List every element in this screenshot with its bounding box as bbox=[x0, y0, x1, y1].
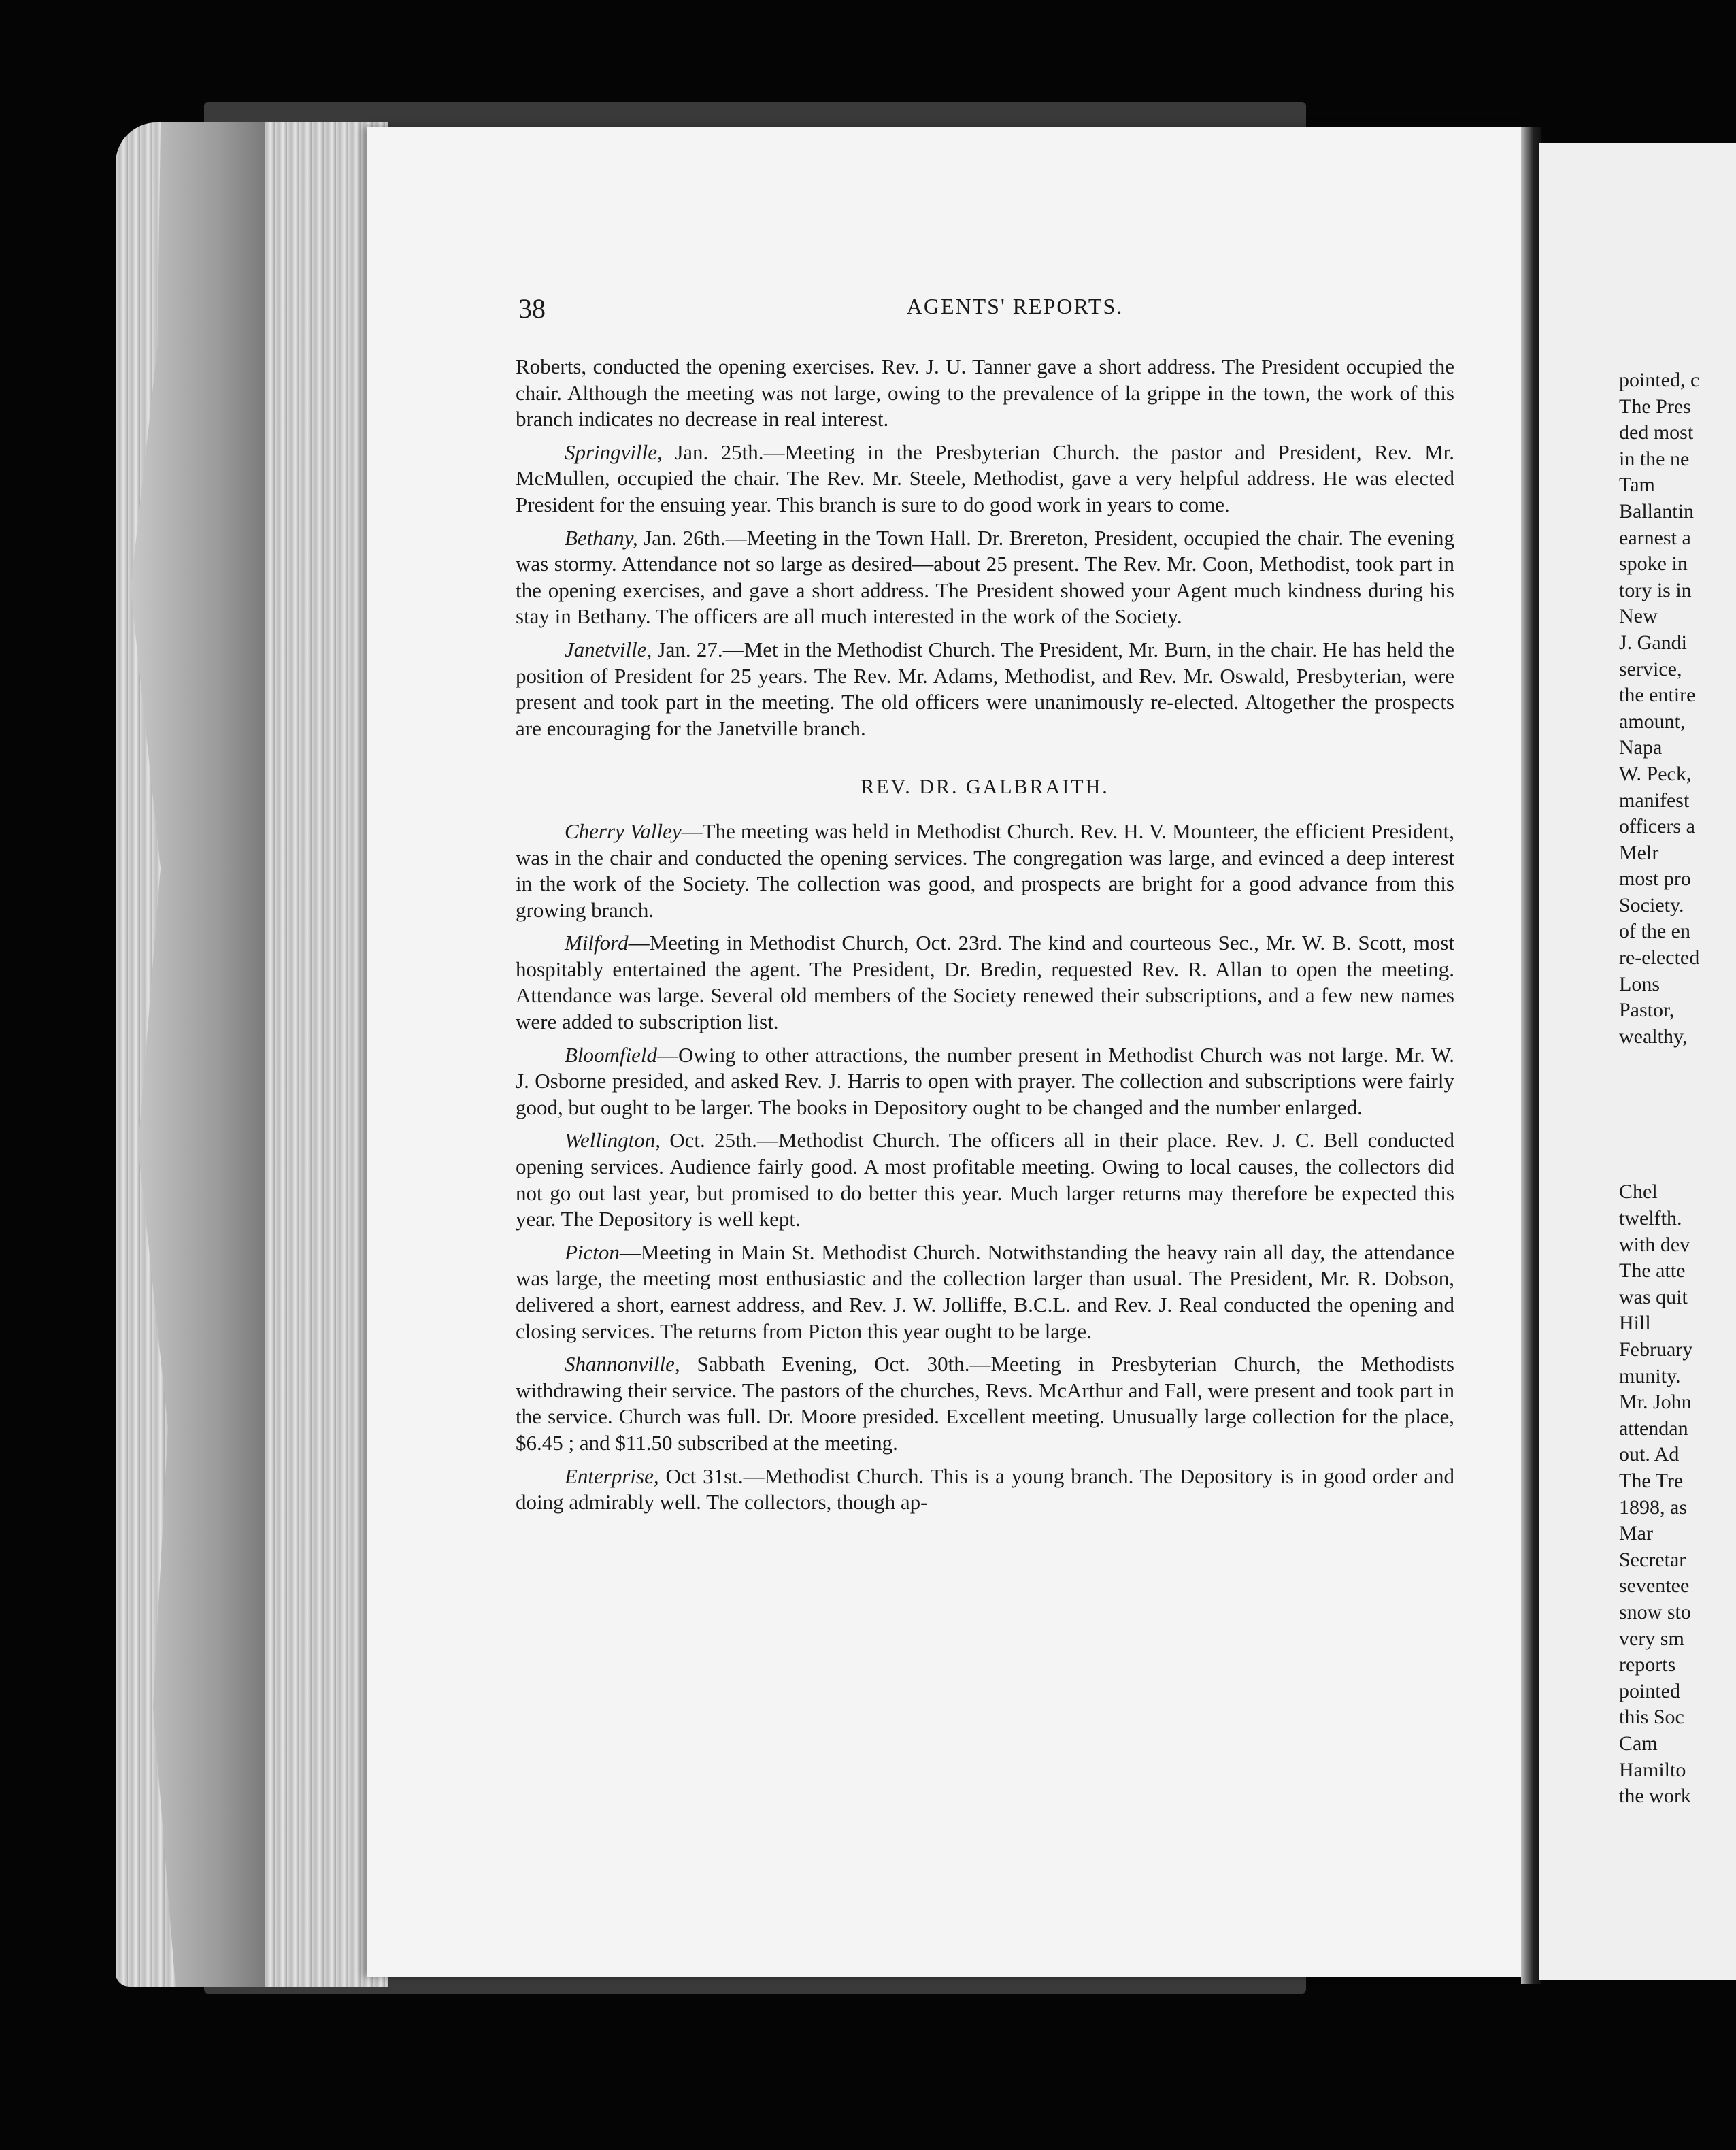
facing-text-fragment: snow sto bbox=[1619, 1600, 1691, 1623]
facing-text-fragment: twelfth. bbox=[1619, 1207, 1682, 1230]
facing-text-fragment: New bbox=[1619, 605, 1658, 628]
facing-text-fragment: Hamilto bbox=[1619, 1758, 1686, 1781]
facing-text-fragment: Ballantin bbox=[1619, 499, 1694, 523]
entry-place: Picton bbox=[565, 1240, 620, 1264]
facing-text-fragment: pointed, c bbox=[1619, 369, 1700, 391]
entry-place: Shannonville, bbox=[565, 1352, 680, 1376]
facing-text-fragment: seventee bbox=[1619, 1574, 1690, 1598]
entry-place: Cherry Valley bbox=[565, 818, 682, 843]
section-heading: REV. DR. GALBRAITH. bbox=[861, 776, 1109, 799]
facing-text-fragment: was quit bbox=[1619, 1285, 1688, 1308]
facing-text-fragment: pointed bbox=[1619, 1679, 1680, 1702]
facing-text-fragment: The Pres bbox=[1619, 395, 1691, 418]
entry-text: Oct 31st.—Methodist Church. This is a young branch. The Depository is in good order and doing admirably well. The collectors, though ap- bbox=[516, 1463, 1454, 1515]
report-entry bbox=[516, 1042, 1454, 1121]
facing-text-fragment: Chel bbox=[1619, 1180, 1658, 1204]
report-entry bbox=[516, 1240, 1454, 1344]
facing-text-fragment: munity. bbox=[1619, 1364, 1681, 1387]
facing-text-fragment: Melr bbox=[1619, 841, 1659, 864]
facing-text-fragment: Tam bbox=[1619, 474, 1655, 497]
entry-text: Jan. 25th.—Meeting in the Presbyterian Church. the pastor and President, Rev. Mr. McMullen, occupied the chair. The Rev. Mr. Steele, Methodist, gave a very helpful address. He was elected President for the ensuing year. This branch is sure to do good work in years to come. bbox=[516, 440, 1454, 516]
facing-gap bbox=[1619, 1050, 1736, 1179]
report-entry bbox=[516, 1127, 1454, 1232]
intro-paragraph: Roberts, conducted the opening exercises. Rev. J. U. Tanner gave a short address. The President occupied the chair. Although the meeting was not large, owing to the prevalence of la grippe in the town, the work of this branch indicates no decrease in real interest. bbox=[516, 354, 1454, 431]
facing-text-fragment: reports bbox=[1619, 1653, 1676, 1676]
report-entry bbox=[516, 637, 1454, 742]
facing-text-fragment: 1898, as bbox=[1619, 1495, 1687, 1519]
facing-text-fragment: Napa bbox=[1619, 736, 1663, 759]
report-entry bbox=[516, 525, 1454, 630]
facing-text-fragment: wealthy, bbox=[1619, 1025, 1688, 1048]
entry-text: Oct. 25th.—Methodist Church. The officers all in their place. Rev. J. C. Bell conducted opening services. Audience fairly good. A most profitable meeting. Owing to local causes, the collectors did not go out last year, but promised to do better this year. Much larger returns may therefore be expected this year. The Depository is well kept. bbox=[516, 1128, 1454, 1231]
facing-text-fragment: Society. bbox=[1619, 893, 1684, 916]
entry-text: —Meeting in Methodist Church, Oct. 23rd. The kind and courteous Sec., Mr. W. B. Scott, most hospitably entertained the agent. The President, Dr. Bredin, requested Rev. R. Allan to open the meeting. Attendance was large. Several old members of the Society renewed their subscriptions, and a few new names were added to subscription list. bbox=[516, 931, 1454, 1034]
page-number: 38 bbox=[518, 293, 546, 324]
facing-text-fragment: earnest a bbox=[1619, 526, 1691, 549]
facing-text-fragment: tory is in bbox=[1619, 578, 1692, 601]
facing-page-text bbox=[1619, 367, 1736, 1810]
facing-text-fragment: The Tre bbox=[1619, 1469, 1684, 1492]
facing-text-fragment: of the en bbox=[1619, 920, 1690, 943]
facing-text-fragment: amount, bbox=[1619, 710, 1686, 733]
facing-text-fragment: Pastor, bbox=[1619, 999, 1675, 1022]
facing-text-fragment: the entire bbox=[1619, 684, 1696, 707]
entry-text: Sabbath Evening, Oct. 30th.—Meeting in Presbyterian Church, the Methodists withdrawing their service. The pastors of the churches, Revs. McArthur and Fall, were present and took part in the service. Church was full. Dr. Moore presided. Excellent meeting. Unusually large collection for the place, $6.45 ; and $11.50 subscribed at the meeting. bbox=[516, 1352, 1454, 1455]
facing-text-fragment: Lons bbox=[1619, 972, 1660, 995]
facing-fragments-top bbox=[1619, 367, 1736, 1050]
facing-text-fragment: out. Ad bbox=[1619, 1443, 1680, 1466]
facing-text-fragment: the work bbox=[1619, 1785, 1691, 1808]
page-header bbox=[518, 293, 1457, 333]
facing-text-fragment: Hill bbox=[1619, 1312, 1651, 1335]
entry-place: Milford bbox=[565, 931, 629, 955]
facing-text-fragment: this Soc bbox=[1619, 1706, 1684, 1729]
facing-text-fragment: manifest bbox=[1619, 789, 1690, 812]
facing-text-fragment: re-elected bbox=[1619, 946, 1700, 970]
report-entry bbox=[516, 1463, 1454, 1516]
facing-text-fragment: W. Peck, bbox=[1619, 762, 1692, 785]
facing-text-fragment: officers a bbox=[1619, 815, 1695, 838]
facing-text-fragment: The atte bbox=[1619, 1259, 1686, 1283]
facing-fragments-bottom bbox=[1619, 1179, 1736, 1809]
facing-text-fragment: J. Gandi bbox=[1619, 631, 1687, 654]
entry-text: —The meeting was held in Methodist Church. Rev. H. V. Mounteer, the efficient President, was in the chair and conducted the opening services. The congregation was large, and evinced a deep interest in the work of the Society. The collection was good, and prospects are bright for a good advance from this growing branch. bbox=[516, 818, 1454, 922]
facing-text-fragment: most pro bbox=[1619, 867, 1691, 891]
entry-text: —Meeting in Main St. Methodist Church. Notwithstanding the heavy rain all day, the attendance was large, the meeting most enthusiastic and the collection larger than usual. The President, Mr. R. Dobson, delivered a short, earnest address, and Rev. J. W. Jolliffe, B.C.L. and Rev. J. Real conducted the opening and closing services. The returns from Picton this year ought to be large. bbox=[516, 1240, 1454, 1343]
running-head: AGENTS' REPORTS. bbox=[906, 294, 1124, 318]
report-entry bbox=[516, 1351, 1454, 1456]
entry-place: Enterprise, bbox=[565, 1463, 659, 1488]
entry-place: Janetville, bbox=[565, 637, 652, 661]
facing-text-fragment: spoke in bbox=[1619, 552, 1688, 576]
entry-text: Jan. 27.—Met in the Methodist Church. The President, Mr. Burn, in the chair. He has held the position of President for 25 years. The Rev. Mr. Adams, Methodist, and Rev. Mr. Oswald, Presbyterian, were present and took part in the meeting. The old officers were unanimously re-elected. Altogether the prospects are encouraging for the Janetville branch. bbox=[516, 637, 1454, 740]
facing-text-fragment: Mar bbox=[1619, 1522, 1653, 1545]
facing-text-fragment: with dev bbox=[1619, 1233, 1690, 1256]
facing-text-fragment: attendan bbox=[1619, 1417, 1688, 1440]
facing-text-fragment: service, bbox=[1619, 657, 1682, 680]
entry-text: Jan. 26th.—Meeting in the Town Hall. Dr. Brereton, President, occupied the chair. The evening was stormy. Attendance not so large as desired—about 25 present. The Rev. Mr. Coon, Methodist, took part in the opening exercises, and gave a short address. The President showed your Agent much kindness during his stay in Bethany. The officers are all much interested in the work of the Society. bbox=[516, 525, 1454, 629]
report-entry bbox=[516, 930, 1454, 1035]
report-entry bbox=[516, 818, 1454, 923]
entry-place: Bloomfield bbox=[565, 1042, 658, 1067]
facing-text-fragment: Cam bbox=[1619, 1732, 1658, 1755]
facing-text-fragment: ded most bbox=[1619, 421, 1694, 444]
facing-text-fragment: in the ne bbox=[1619, 447, 1690, 470]
entry-text: —Owing to other attractions, the number present in Methodist Church was not large. Mr. W. J. Osborne presided, and asked Rev. J. Harris to open with prayer. The collection and subscriptions were fairly good, but ought to be larger. The books in Depository ought to be changed and the number enlarged. bbox=[516, 1042, 1454, 1119]
facing-text-fragment: Secretar bbox=[1619, 1548, 1686, 1571]
page-body bbox=[516, 354, 1454, 1523]
entry-place: Wellington, bbox=[565, 1128, 661, 1153]
report-entry bbox=[516, 440, 1454, 518]
entry-place: Bethany, bbox=[565, 525, 638, 550]
facing-text-fragment: Mr. John bbox=[1619, 1391, 1692, 1414]
entry-place: Springville, bbox=[565, 440, 663, 464]
facing-text-fragment: February bbox=[1619, 1338, 1693, 1361]
facing-text-fragment: very sm bbox=[1619, 1627, 1684, 1650]
